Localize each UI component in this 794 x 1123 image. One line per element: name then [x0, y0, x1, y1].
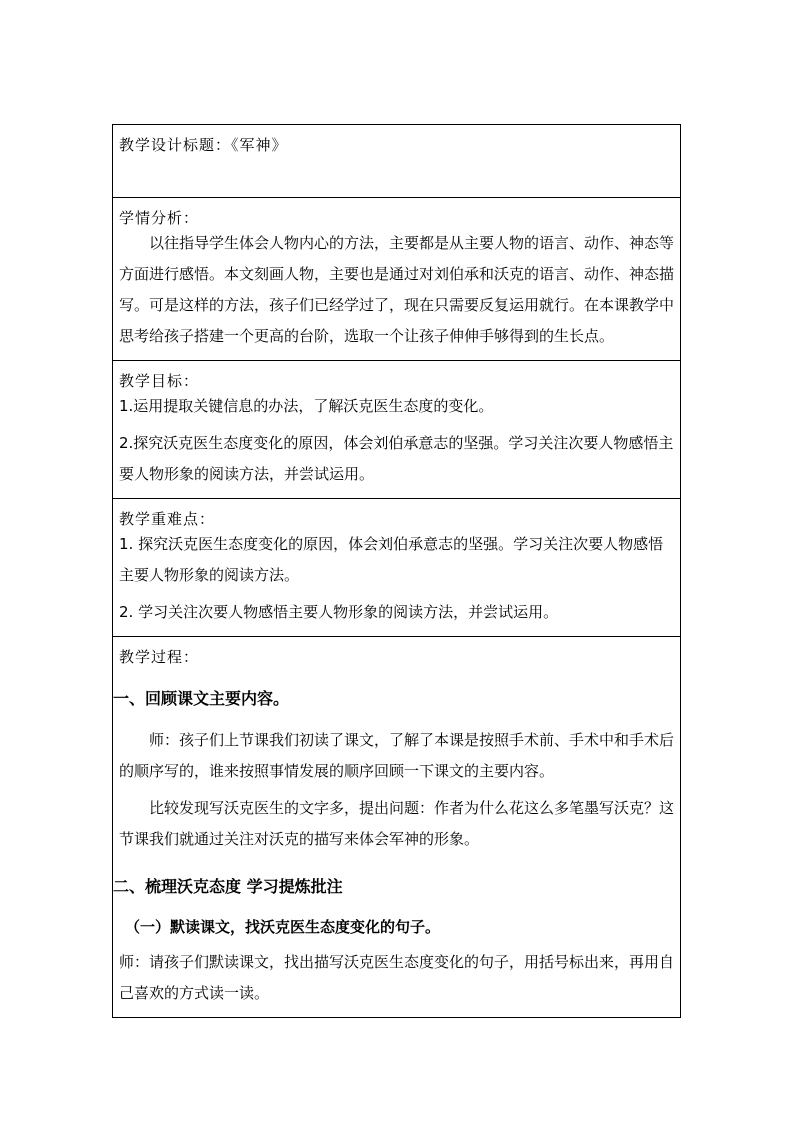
key-point-item-1: 1. 探究沃克医生态度变化的原因，体会刘伯承意志的坚强。学习关注次要人物感悟主要人物形象的阅读方法。 — [119, 535, 664, 584]
process-row — [113, 637, 681, 1018]
process-heading: 教学过程： — [119, 648, 200, 666]
goals-row — [113, 361, 681, 499]
subsection-1-paragraph: 师：请孩子们默读课文，找出描写沃克医生态度变化的句子，用括号标出来，再用自己喜欢的方式读一读。 — [119, 953, 675, 1002]
key-point-item-2: 2. 学习关注次要人物感悟主要人物形象的阅读方法，并尝试运用。 — [119, 603, 559, 621]
process-cell — [113, 637, 681, 1018]
lesson-title: 教学设计标题：《军神》 — [119, 136, 288, 154]
title-row — [113, 125, 681, 198]
section-1-title: 一、回顾课文主要内容。 — [113, 689, 290, 708]
key-points-row — [113, 499, 681, 637]
title-cell — [113, 125, 681, 198]
analysis-row — [113, 198, 681, 361]
subsection-1-title: （一）默读课文，找沃克医生态度变化的句子。 — [125, 918, 441, 936]
key-points-heading: 教学重难点： — [119, 510, 216, 528]
lesson-plan-table — [112, 124, 681, 1018]
analysis-heading: 学情分析： — [119, 209, 200, 227]
section-1-paragraph-2: 比较发现写沃克医生的文字多，提出问题：作者为什么花这么多笔墨写沃克？这节课我们就通过关注对沃克的描写来体会军神的形象。 — [119, 799, 675, 848]
analysis-cell — [113, 198, 681, 361]
analysis-body: 以往指导学生体会人物内心的方法，主要都是从主要人物的语言、动作、神态等方面进行感悟。本文刻画人物，主要也是通过对刘伯承和沃克的语言、动作、神态描写。可是这样的方法，孩子们已经学过了，现在只需要反复运用就行。在本课教学中思考给孩子搭建一个更高的台阶，选取一个让孩子伸伸手够得到的生长点。 — [119, 234, 675, 345]
goals-cell — [113, 361, 681, 499]
goal-item-1: 1.运用提取关键信息的办法，了解沃克医生态度的变化。 — [119, 397, 494, 415]
section-2-title: 二、梳理沃克态度 学习提炼批注 — [113, 877, 343, 896]
goal-item-2: 2.探究沃克医生态度变化的原因，体会刘伯承意志的坚强。学习关注次要人物感悟主要人物形象的阅读方法，并尝试运用。 — [119, 434, 674, 483]
goals-heading: 教学目标： — [119, 372, 200, 390]
section-1-paragraph-1: 师：孩子们上节课我们初读了课文，了解了本课是按照手术前、手术中和手术后的顺序写的，谁来按照事情发展的顺序回顾一下课文的主要内容。 — [119, 731, 675, 780]
key-points-cell — [113, 499, 681, 637]
